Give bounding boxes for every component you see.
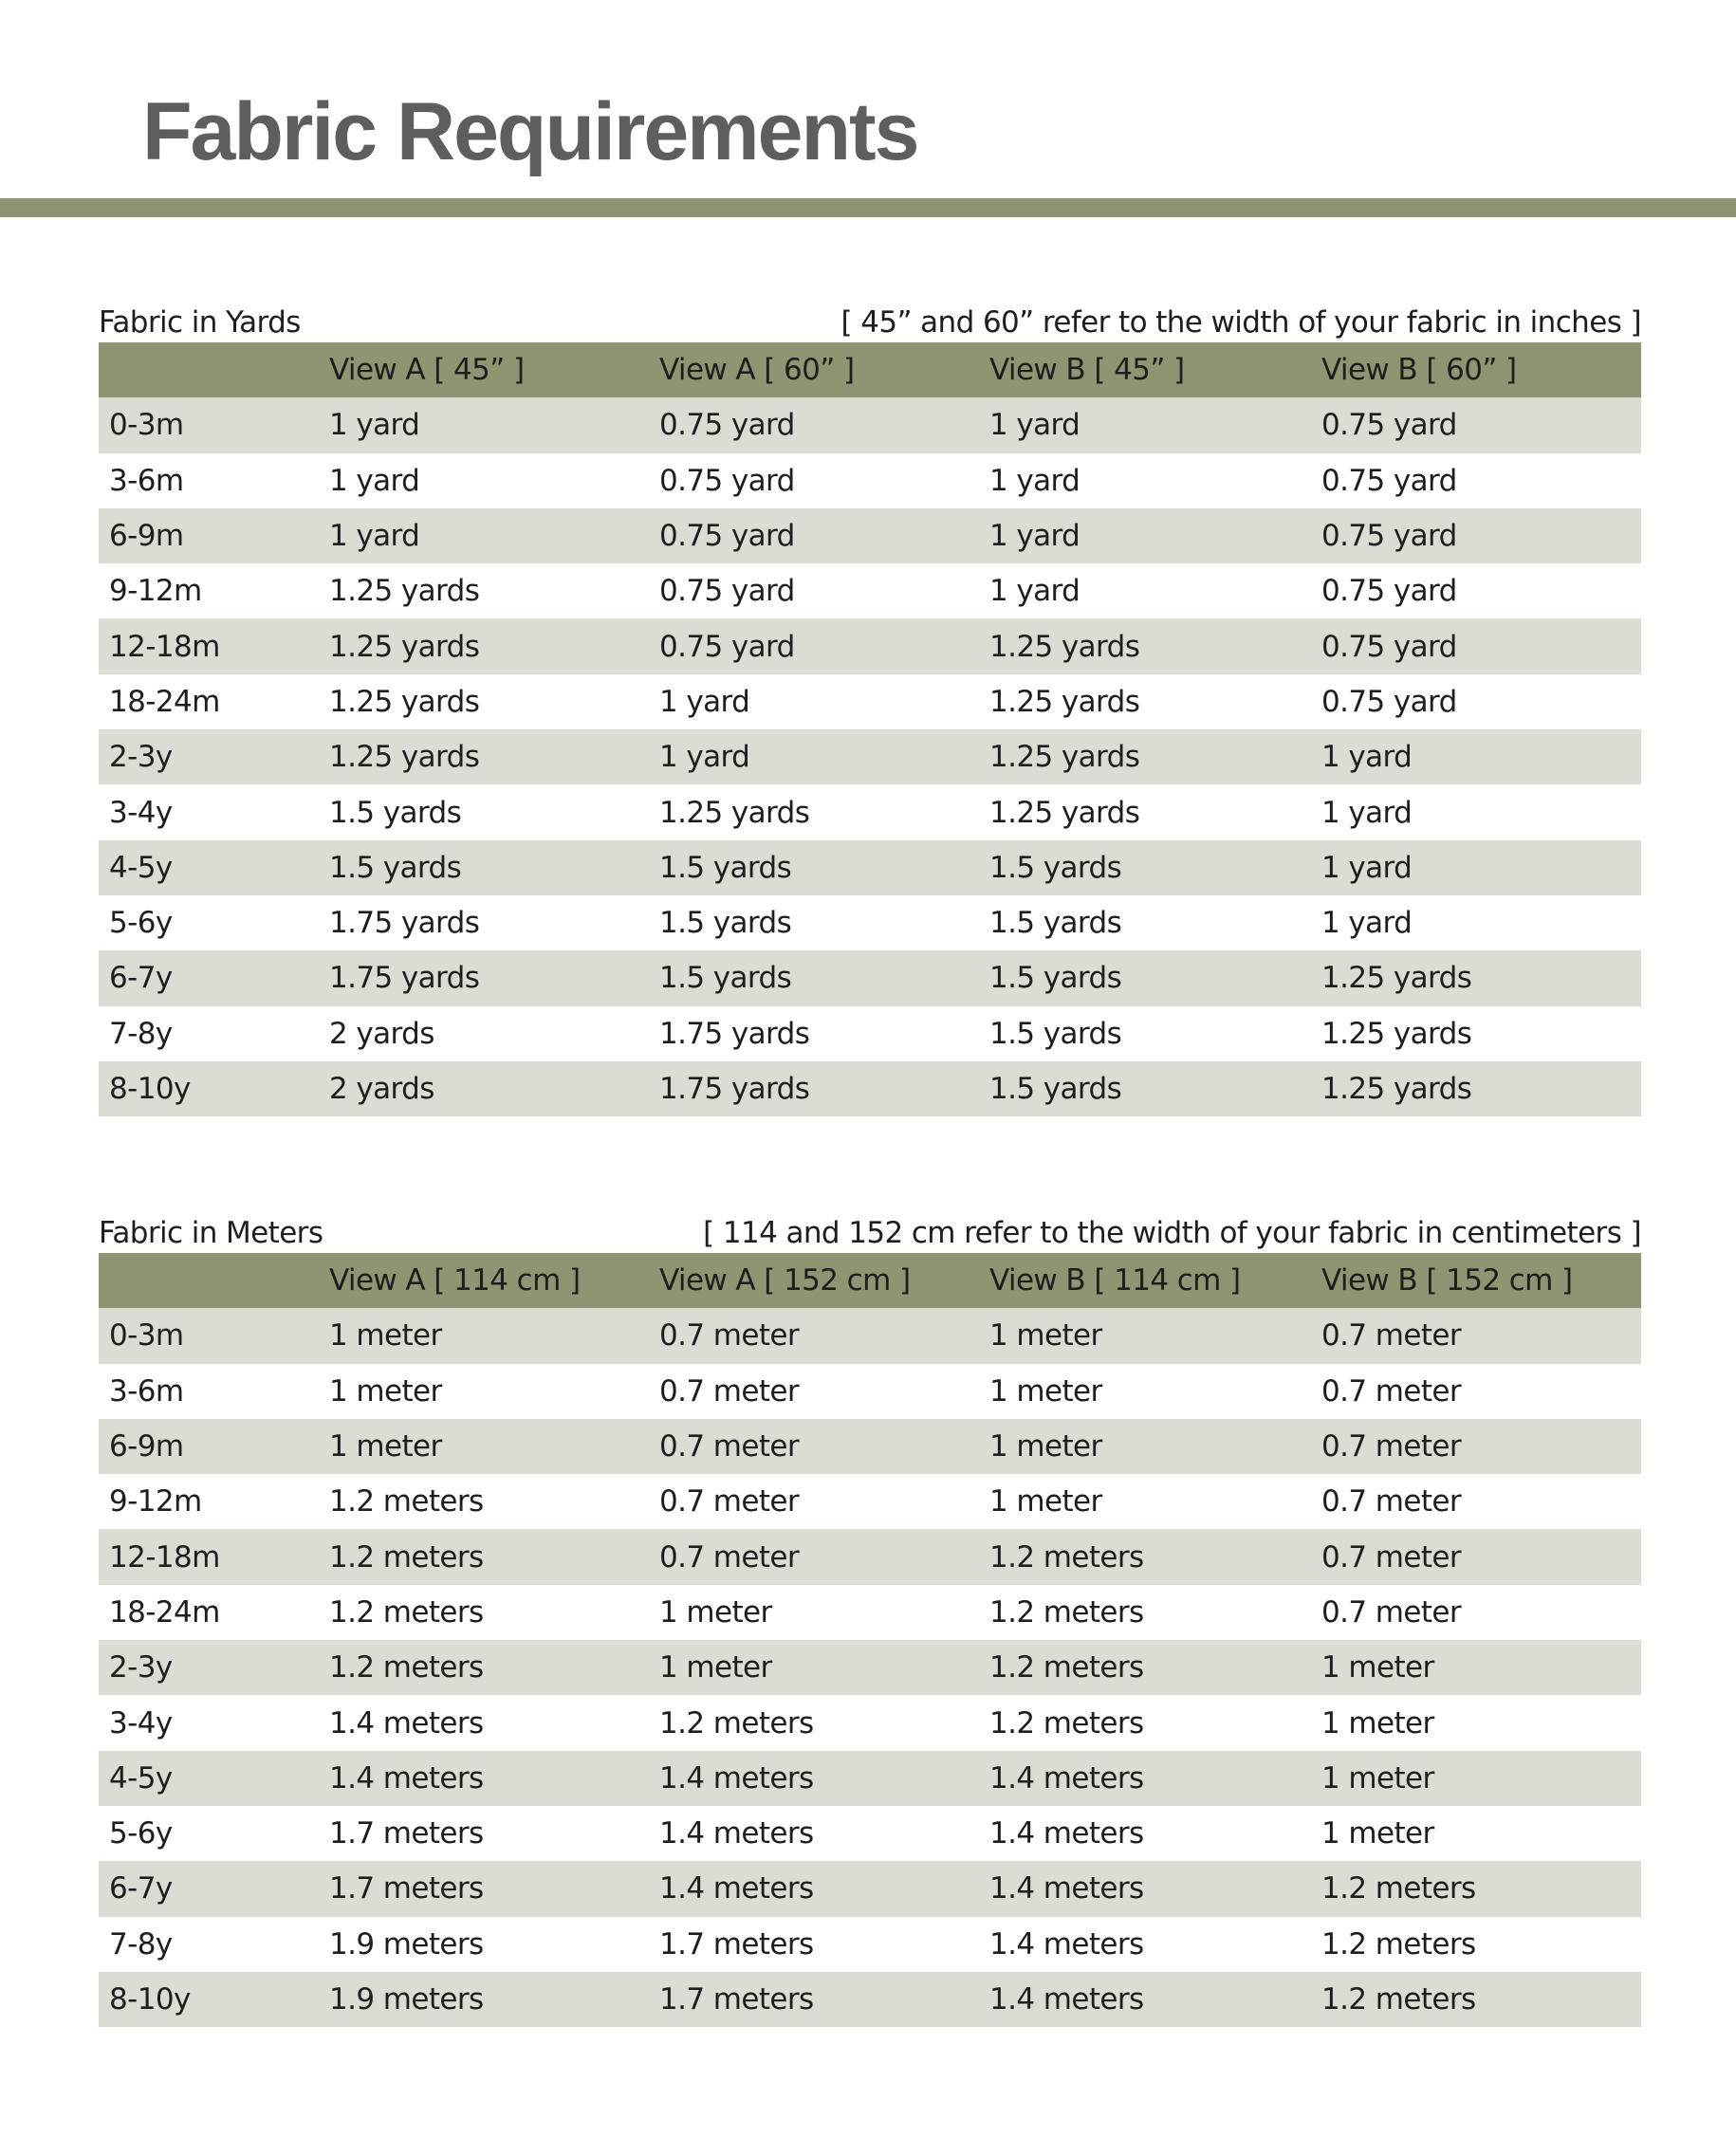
fabric-amount-cell: 0.7 meter <box>1321 1373 1461 1409</box>
fabric-amount-cell: 1.4 meters <box>329 1705 484 1741</box>
fabric-amount-cell: 0.7 meter <box>1321 1484 1461 1520</box>
fabric-amount-cell: 1 yard <box>329 519 420 554</box>
fabric-amount-cell: 1.75 yards <box>659 1016 810 1051</box>
fabric-amount-cell: 1.9 meters <box>329 1926 484 1962</box>
fabric-amount-cell: 1.4 meters <box>989 1760 1144 1796</box>
fabric-amount-cell: 1 meter <box>659 1650 772 1685</box>
title-divider-band <box>0 198 1736 217</box>
size-label: 9-12m <box>109 574 202 609</box>
fabric-amount-cell: 1 yard <box>989 463 1080 498</box>
fabric-amount-cell: 1 meter <box>1321 1705 1434 1741</box>
fabric-amount-cell: 0.75 yard <box>659 408 795 443</box>
size-label: 3-4y <box>109 1705 173 1741</box>
column-header: View A [ 114 cm ] <box>329 1263 581 1299</box>
fabric-amount-cell: 1.25 yards <box>1321 1016 1472 1051</box>
fabric-amount-cell: 0.75 yard <box>659 574 795 609</box>
table-row <box>99 1006 1641 1061</box>
fabric-amount-cell: 1.2 meters <box>989 1539 1144 1575</box>
fabric-amount-cell: 0.75 yard <box>659 519 795 554</box>
size-label: 5-6y <box>109 1816 173 1851</box>
fabric-amount-cell: 1.4 meters <box>989 1926 1144 1962</box>
fabric-amount-cell: 1.25 yards <box>329 629 480 664</box>
fabric-amount-cell: 1.2 meters <box>329 1539 484 1575</box>
table-row <box>99 618 1641 673</box>
table-row <box>99 1972 1641 2027</box>
table-row <box>99 729 1641 784</box>
yards-caption-row <box>99 303 1641 342</box>
table-row <box>99 1364 1641 1419</box>
fabric-amount-cell: 1.5 yards <box>659 906 792 941</box>
fabric-amount-cell: 1 yard <box>329 463 420 498</box>
size-label: 8-10y <box>109 1982 191 2017</box>
fabric-amount-cell: 0.7 meter <box>1321 1594 1461 1630</box>
fabric-amount-cell: 0.7 meter <box>659 1318 799 1354</box>
fabric-amount-cell: 1 meter <box>659 1594 772 1630</box>
fabric-amount-cell: 1.25 yards <box>329 740 480 775</box>
fabric-amount-cell: 1.4 meters <box>989 1816 1144 1851</box>
fabric-amount-cell: 1.25 yards <box>989 684 1140 719</box>
header-size-column <box>99 342 329 397</box>
table-row <box>99 895 1641 950</box>
size-label: 18-24m <box>109 1594 220 1630</box>
fabric-amount-cell: 0.7 meter <box>659 1429 799 1464</box>
size-label: 6-7y <box>109 961 173 996</box>
meters-caption-row <box>99 1213 1641 1253</box>
table-row <box>99 674 1641 729</box>
fabric-amount-cell: 1 yard <box>1321 906 1413 941</box>
size-label: 18-24m <box>109 684 220 719</box>
fabric-amount-cell: 0.75 yard <box>1321 519 1457 554</box>
size-label: 12-18m <box>109 1539 220 1575</box>
column-header: View B [ 60” ] <box>1321 353 1517 388</box>
fabric-amount-cell: 1 meter <box>1321 1650 1434 1685</box>
fabric-amount-cell: 1.4 meters <box>989 1982 1144 2017</box>
fabric-amount-cell: 0.7 meter <box>1321 1539 1461 1575</box>
table-row <box>99 397 1641 452</box>
fabric-amount-cell: 1.2 meters <box>989 1650 1144 1685</box>
table-row <box>99 563 1641 618</box>
fabric-amount-cell: 1.4 meters <box>659 1816 814 1851</box>
size-label: 7-8y <box>109 1016 173 1051</box>
column-header: View B [ 114 cm ] <box>989 1263 1241 1299</box>
table-row <box>99 1061 1641 1116</box>
fabric-amount-cell: 1.2 meters <box>989 1705 1144 1741</box>
fabric-amount-cell: 1 meter <box>989 1373 1102 1409</box>
fabric-amount-cell: 0.75 yard <box>1321 629 1457 664</box>
fabric-amount-cell: 1.25 yards <box>659 795 810 830</box>
size-label: 6-7y <box>109 1871 173 1906</box>
fabric-amount-cell: 1 meter <box>329 1373 442 1409</box>
fabric-amount-cell: 1.5 yards <box>329 850 462 885</box>
fabric-amount-cell: 1 yard <box>1321 740 1413 775</box>
table-row <box>99 453 1641 508</box>
fabric-amount-cell: 2 yards <box>329 1072 434 1106</box>
fabric-amount-cell: 1.25 yards <box>1321 1072 1472 1106</box>
fabric-amount-cell: 1.2 meters <box>1321 1871 1476 1906</box>
table-row <box>99 1917 1641 1972</box>
fabric-amount-cell: 1 yard <box>659 684 750 719</box>
page-title: Fabric Requirements <box>142 86 918 177</box>
size-label: 12-18m <box>109 629 220 664</box>
column-header: View A [ 60” ] <box>659 353 855 388</box>
fabric-amount-cell: 1.25 yards <box>989 740 1140 775</box>
fabric-amount-cell: 1.2 meters <box>329 1484 484 1520</box>
fabric-amount-cell: 1.5 yards <box>989 1072 1122 1106</box>
fabric-amount-cell: 1.7 meters <box>659 1926 814 1962</box>
column-header: View B [ 152 cm ] <box>1321 1263 1573 1299</box>
fabric-amount-cell: 1.2 meters <box>659 1705 814 1741</box>
table-row <box>99 840 1641 895</box>
size-label: 4-5y <box>109 850 173 885</box>
fabric-amount-cell: 1.7 meters <box>329 1816 484 1851</box>
size-label: 3-4y <box>109 795 173 830</box>
table-row <box>99 1861 1641 1916</box>
fabric-amount-cell: 1.2 meters <box>989 1594 1144 1630</box>
fabric-amount-cell: 1 meter <box>1321 1760 1434 1796</box>
fabric-amount-cell: 1.5 yards <box>659 850 792 885</box>
table-row <box>99 1529 1641 1584</box>
fabric-amount-cell: 0.7 meter <box>659 1539 799 1575</box>
size-label: 0-3m <box>109 1318 184 1354</box>
column-header: View A [ 152 cm ] <box>659 1263 911 1299</box>
size-label: 0-3m <box>109 408 184 443</box>
size-label: 7-8y <box>109 1926 173 1962</box>
fabric-amount-cell: 1 yard <box>989 408 1080 443</box>
fabric-amount-cell: 1.7 meters <box>659 1982 814 2017</box>
fabric-amount-cell: 1.2 meters <box>329 1650 484 1685</box>
fabric-amount-cell: 1 yard <box>989 574 1080 609</box>
table-row <box>99 1640 1641 1695</box>
fabric-amount-cell: 0.75 yard <box>1321 684 1457 719</box>
fabric-amount-cell: 1 meter <box>989 1484 1102 1520</box>
meters-table <box>99 1253 1641 2027</box>
fabric-amount-cell: 0.7 meter <box>659 1373 799 1409</box>
fabric-amount-cell: 0.75 yard <box>1321 463 1457 498</box>
table-row <box>99 1806 1641 1861</box>
table-header-row <box>99 342 1641 397</box>
meters-width-note: [ 114 and 152 cm refer to the width of your fabric in centimeters ] <box>703 1216 1641 1250</box>
size-label: 3-6m <box>109 463 184 498</box>
fabric-amount-cell: 1.5 yards <box>989 850 1122 885</box>
size-label: 2-3y <box>109 740 173 775</box>
fabric-amount-cell: 0.75 yard <box>659 463 795 498</box>
meters-caption: Fabric in Meters <box>99 1216 323 1250</box>
fabric-amount-cell: 1 meter <box>989 1318 1102 1354</box>
fabric-amount-cell: 1.75 yards <box>329 906 480 941</box>
size-label: 5-6y <box>109 906 173 941</box>
fabric-amount-cell: 1.2 meters <box>329 1594 484 1630</box>
fabric-amount-cell: 1.25 yards <box>329 574 480 609</box>
column-header: View A [ 45” ] <box>329 353 525 388</box>
fabric-amount-cell: 1.5 yards <box>989 961 1122 996</box>
fabric-amount-cell: 0.75 yard <box>659 629 795 664</box>
table-row <box>99 950 1641 1005</box>
header-size-column <box>99 1253 329 1308</box>
size-label: 8-10y <box>109 1072 191 1106</box>
fabric-amount-cell: 1.4 meters <box>659 1871 814 1906</box>
yards-table <box>99 342 1641 1116</box>
fabric-amount-cell: 0.75 yard <box>1321 408 1457 443</box>
fabric-amount-cell: 0.7 meter <box>1321 1318 1461 1354</box>
table-row <box>99 1474 1641 1529</box>
fabric-amount-cell: 1 meter <box>1321 1816 1434 1851</box>
fabric-amount-cell: 1.5 yards <box>659 961 792 996</box>
fabric-amount-cell: 0.75 yard <box>1321 574 1457 609</box>
fabric-amount-cell: 1 yard <box>1321 850 1413 885</box>
fabric-amount-cell: 1.5 yards <box>329 795 462 830</box>
size-label: 9-12m <box>109 1484 202 1520</box>
fabric-amount-cell: 1 meter <box>989 1429 1102 1464</box>
fabric-amount-cell: 1.75 yards <box>659 1072 810 1106</box>
fabric-amount-cell: 1 yard <box>659 740 750 775</box>
size-label: 6-9m <box>109 519 184 554</box>
table-row <box>99 1585 1641 1640</box>
column-header: View B [ 45” ] <box>989 353 1185 388</box>
size-label: 4-5y <box>109 1760 173 1796</box>
fabric-amount-cell: 1.2 meters <box>1321 1926 1476 1962</box>
fabric-amount-cell: 1.7 meters <box>329 1871 484 1906</box>
fabric-amount-cell: 1.5 yards <box>989 1016 1122 1051</box>
meters-section <box>99 1213 1641 2027</box>
yards-caption: Fabric in Yards <box>99 305 301 340</box>
fabric-amount-cell: 1.75 yards <box>329 961 480 996</box>
table-header-row <box>99 1253 1641 1308</box>
fabric-amount-cell: 1.4 meters <box>329 1760 484 1796</box>
table-row <box>99 1751 1641 1806</box>
fabric-amount-cell: 1 yard <box>329 408 420 443</box>
fabric-amount-cell: 0.7 meter <box>659 1484 799 1520</box>
fabric-amount-cell: 1 meter <box>329 1429 442 1464</box>
fabric-amount-cell: 1.4 meters <box>989 1871 1144 1906</box>
fabric-amount-cell: 2 yards <box>329 1016 434 1051</box>
fabric-amount-cell: 1 meter <box>329 1318 442 1354</box>
fabric-amount-cell: 1.9 meters <box>329 1982 484 2017</box>
size-label: 2-3y <box>109 1650 173 1685</box>
yards-section <box>99 303 1641 1116</box>
fabric-amount-cell: 1.25 yards <box>1321 961 1472 996</box>
fabric-amount-cell: 1.5 yards <box>989 906 1122 941</box>
size-label: 6-9m <box>109 1429 184 1464</box>
fabric-amount-cell: 1.25 yards <box>989 629 1140 664</box>
fabric-amount-cell: 1.25 yards <box>989 795 1140 830</box>
fabric-amount-cell: 1 yard <box>989 519 1080 554</box>
fabric-amount-cell: 1.25 yards <box>329 684 480 719</box>
table-row <box>99 784 1641 839</box>
table-row <box>99 508 1641 563</box>
fabric-amount-cell: 0.7 meter <box>1321 1429 1461 1464</box>
fabric-amount-cell: 1.4 meters <box>659 1760 814 1796</box>
yards-width-note: [ 45” and 60” refer to the width of your fabric in inches ] <box>840 305 1641 340</box>
fabric-amount-cell: 1.2 meters <box>1321 1982 1476 2017</box>
size-label: 3-6m <box>109 1373 184 1409</box>
fabric-amount-cell: 1 yard <box>1321 795 1413 830</box>
table-row <box>99 1308 1641 1363</box>
table-row <box>99 1695 1641 1750</box>
table-row <box>99 1419 1641 1474</box>
